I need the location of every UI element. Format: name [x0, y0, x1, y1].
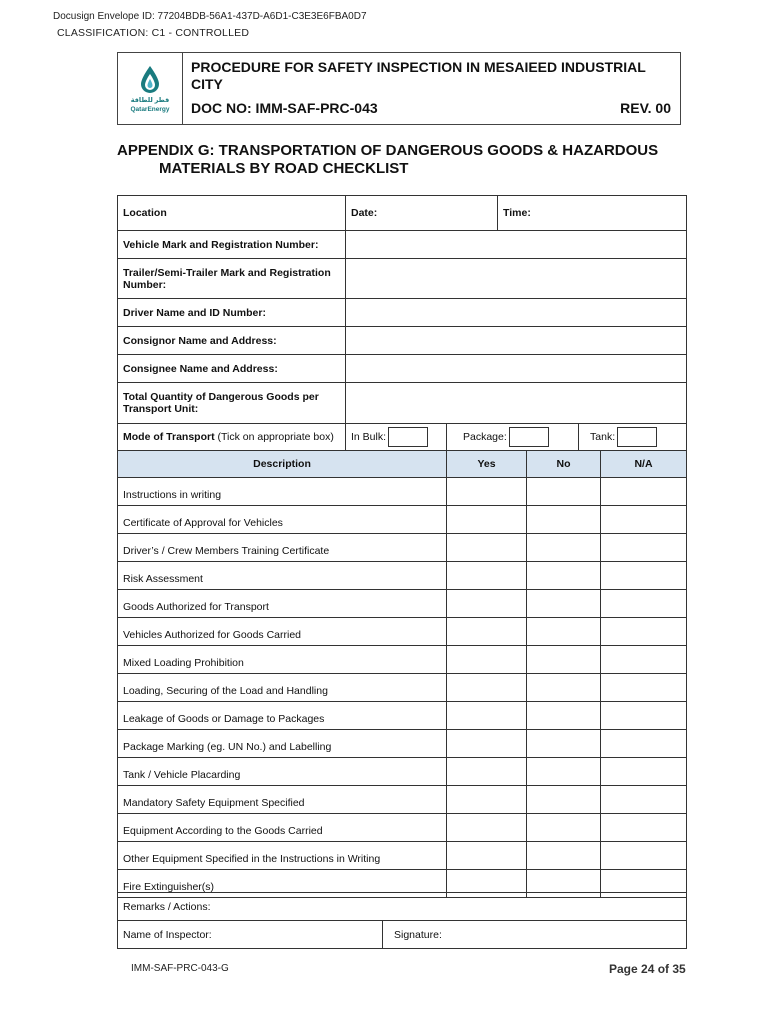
remarks-table [117, 892, 687, 949]
quantity-field[interactable] [346, 383, 687, 424]
consignee-label: Consignee Name and Address: [118, 355, 346, 383]
checklist-na-cell[interactable] [601, 478, 687, 506]
checklist-item-description: Vehicles Authorized for Goods Carried [118, 618, 447, 646]
checklist-na-cell[interactable] [601, 842, 687, 870]
checklist-items-table [117, 450, 687, 898]
header-no: No [527, 451, 601, 478]
checklist-item-description: Mixed Loading Prohibition [118, 646, 447, 674]
checklist-yes-cell[interactable] [447, 730, 527, 758]
location-label: Location [118, 196, 346, 231]
consignor-label: Consignor Name and Address: [118, 327, 346, 355]
consignee-field[interactable] [346, 355, 687, 383]
checklist-na-cell[interactable] [601, 562, 687, 590]
checklist-item-row [118, 590, 687, 618]
checklist-no-cell[interactable] [527, 478, 601, 506]
footer-doc-code: IMM-SAF-PRC-043-G [131, 963, 229, 974]
checklist-no-cell[interactable] [527, 842, 601, 870]
checklist-items [118, 478, 687, 898]
appendix-title [117, 142, 697, 178]
header-na: N/A [601, 451, 687, 478]
checklist-yes-cell[interactable] [447, 842, 527, 870]
checklist-item-row [118, 562, 687, 590]
docusign-envelope-id: Docusign Envelope ID: 77204BDB-56A1-437D-A6D1-C3E3E6FBA0D7 [53, 11, 367, 22]
checklist-item-description: Risk Assessment [118, 562, 447, 590]
checklist-item-row [118, 534, 687, 562]
checklist-item-row [118, 506, 687, 534]
doc-number: DOC NO: IMM-SAF-PRC-043 [191, 100, 378, 116]
checklist-item-row [118, 758, 687, 786]
company-logo [118, 53, 183, 124]
qatarenergy-drop-icon [138, 65, 162, 95]
checklist-yes-cell[interactable] [447, 562, 527, 590]
package-checkbox[interactable] [509, 427, 549, 447]
checklist-no-cell[interactable] [527, 674, 601, 702]
checklist-no-cell[interactable] [527, 646, 601, 674]
checklist-no-cell[interactable] [527, 534, 601, 562]
document-header [117, 52, 681, 125]
consignee-row [118, 355, 687, 383]
mode-label: Mode of Transport [123, 431, 215, 443]
checklist-item-description: Driver’s / Crew Members Training Certificate [118, 534, 447, 562]
in-bulk-label: In Bulk: [351, 431, 387, 443]
checklist-na-cell[interactable] [601, 786, 687, 814]
consignor-field[interactable] [346, 327, 687, 355]
in-bulk-cell [346, 424, 447, 451]
checklist-yes-cell[interactable] [447, 758, 527, 786]
quantity-row [118, 383, 687, 424]
trailer-row [118, 259, 687, 299]
checklist-item-description: Leakage of Goods or Damage to Packages [118, 702, 447, 730]
checklist-table [117, 195, 687, 451]
checklist-na-cell[interactable] [601, 646, 687, 674]
checklist-no-cell[interactable] [527, 730, 601, 758]
vehicle-field[interactable] [346, 231, 687, 259]
logo-text-english: QatarEnergy [130, 105, 170, 113]
checklist-no-cell[interactable] [527, 758, 601, 786]
checklist-na-cell[interactable] [601, 506, 687, 534]
driver-label: Driver Name and ID Number: [118, 299, 346, 327]
checklist-item-description: Fire Extinguisher(s) [118, 870, 447, 898]
location-row [118, 196, 687, 231]
checklist-no-cell[interactable] [527, 814, 601, 842]
checklist-na-cell[interactable] [601, 534, 687, 562]
checklist-item-row [118, 702, 687, 730]
package-cell [447, 424, 579, 451]
signature-field[interactable]: Signature: [383, 921, 687, 949]
checklist-item-description: Equipment According to the Goods Carried [118, 814, 447, 842]
quantity-label: Total Quantity of Dangerous Goods per Transport Unit: [118, 383, 346, 424]
checklist-no-cell[interactable] [527, 562, 601, 590]
vehicle-row [118, 231, 687, 259]
checklist-na-cell[interactable] [601, 590, 687, 618]
header-yes: Yes [447, 451, 527, 478]
checklist-yes-cell[interactable] [447, 590, 527, 618]
trailer-field[interactable] [346, 259, 687, 299]
checklist-yes-cell[interactable] [447, 534, 527, 562]
logo-text-arabic: قطر للطاقة [130, 96, 170, 104]
checklist-no-cell[interactable] [527, 618, 601, 646]
checklist-header-row [118, 451, 687, 478]
footer-page-number: Page 24 of 35 [609, 962, 686, 976]
checklist-item-description: Package Marking (eg. UN No.) and Labelling [118, 730, 447, 758]
checklist-item-description: Instructions in writing [118, 478, 447, 506]
checklist-no-cell[interactable] [527, 786, 601, 814]
procedure-title: PROCEDURE FOR SAFETY INSPECTION IN MESAIEED INDUSTRIAL CITY [191, 59, 646, 92]
checklist-na-cell[interactable] [601, 814, 687, 842]
appendix-title-line2: MATERIALS BY ROAD CHECKLIST [159, 160, 409, 177]
checklist-item-row [118, 786, 687, 814]
checklist-yes-cell[interactable] [447, 646, 527, 674]
tank-checkbox[interactable] [617, 427, 657, 447]
checklist-item-row [118, 646, 687, 674]
time-field[interactable]: Time: [498, 196, 687, 231]
checklist-yes-cell[interactable] [447, 618, 527, 646]
header-description: Description [118, 451, 447, 478]
header-title-cell [183, 53, 680, 124]
checklist-item-row [118, 674, 687, 702]
checklist-item-description: Certificate of Approval for Vehicles [118, 506, 447, 534]
checklist-yes-cell[interactable] [447, 786, 527, 814]
consignor-row [118, 327, 687, 355]
mode-hint: (Tick on appropriate box) [217, 431, 334, 443]
driver-row [118, 299, 687, 327]
remarks-row [118, 893, 687, 921]
doc-number-row [191, 100, 671, 116]
checklist-item-description: Other Equipment Specified in the Instructions in Writing [118, 842, 447, 870]
package-label: Package: [463, 431, 507, 443]
classification-label: CLASSIFICATION: C1 - CONTROLLED [57, 27, 250, 39]
checklist-na-cell[interactable] [601, 702, 687, 730]
checklist-yes-cell[interactable] [447, 814, 527, 842]
checklist-item-row [118, 618, 687, 646]
checklist-yes-cell[interactable] [447, 478, 527, 506]
mode-of-transport-label [118, 424, 346, 451]
driver-field[interactable] [346, 299, 687, 327]
checklist-no-cell[interactable] [527, 590, 601, 618]
checklist-no-cell[interactable] [527, 506, 601, 534]
checklist-item-description: Loading, Securing of the Load and Handling [118, 674, 447, 702]
vehicle-label: Vehicle Mark and Registration Number: [118, 231, 346, 259]
inspector-row [118, 921, 687, 949]
tank-label: Tank: [590, 431, 616, 443]
checklist-item-row [118, 842, 687, 870]
checklist-na-cell[interactable] [601, 730, 687, 758]
checklist-item-description: Tank / Vehicle Placarding [118, 758, 447, 786]
checklist-item-row [118, 478, 687, 506]
tank-cell [579, 424, 687, 451]
checklist-item-description: Goods Authorized for Transport [118, 590, 447, 618]
checklist-na-cell[interactable] [601, 618, 687, 646]
checklist-yes-cell[interactable] [447, 702, 527, 730]
checklist-item-row [118, 814, 687, 842]
trailer-label: Trailer/Semi-Trailer Mark and Registration Number: [118, 259, 346, 299]
mode-of-transport-row [118, 424, 687, 451]
checklist-na-cell[interactable] [601, 674, 687, 702]
revision: REV. 00 [620, 100, 671, 116]
in-bulk-checkbox[interactable] [388, 427, 428, 447]
checklist-na-cell[interactable] [601, 758, 687, 786]
appendix-title-line1: APPENDIX G: TRANSPORTATION OF DANGEROUS GOODS & HAZARDOUS [117, 142, 659, 159]
checklist-item-description: Mandatory Safety Equipment Specified [118, 786, 447, 814]
checklist-item-row [118, 730, 687, 758]
checklist-no-cell[interactable] [527, 702, 601, 730]
checklist-yes-cell[interactable] [447, 674, 527, 702]
checklist-yes-cell[interactable] [447, 506, 527, 534]
remarks-field[interactable]: Remarks / Actions: [118, 893, 687, 921]
date-field[interactable]: Date: [346, 196, 498, 231]
inspector-field[interactable]: Name of Inspector: [118, 921, 383, 949]
